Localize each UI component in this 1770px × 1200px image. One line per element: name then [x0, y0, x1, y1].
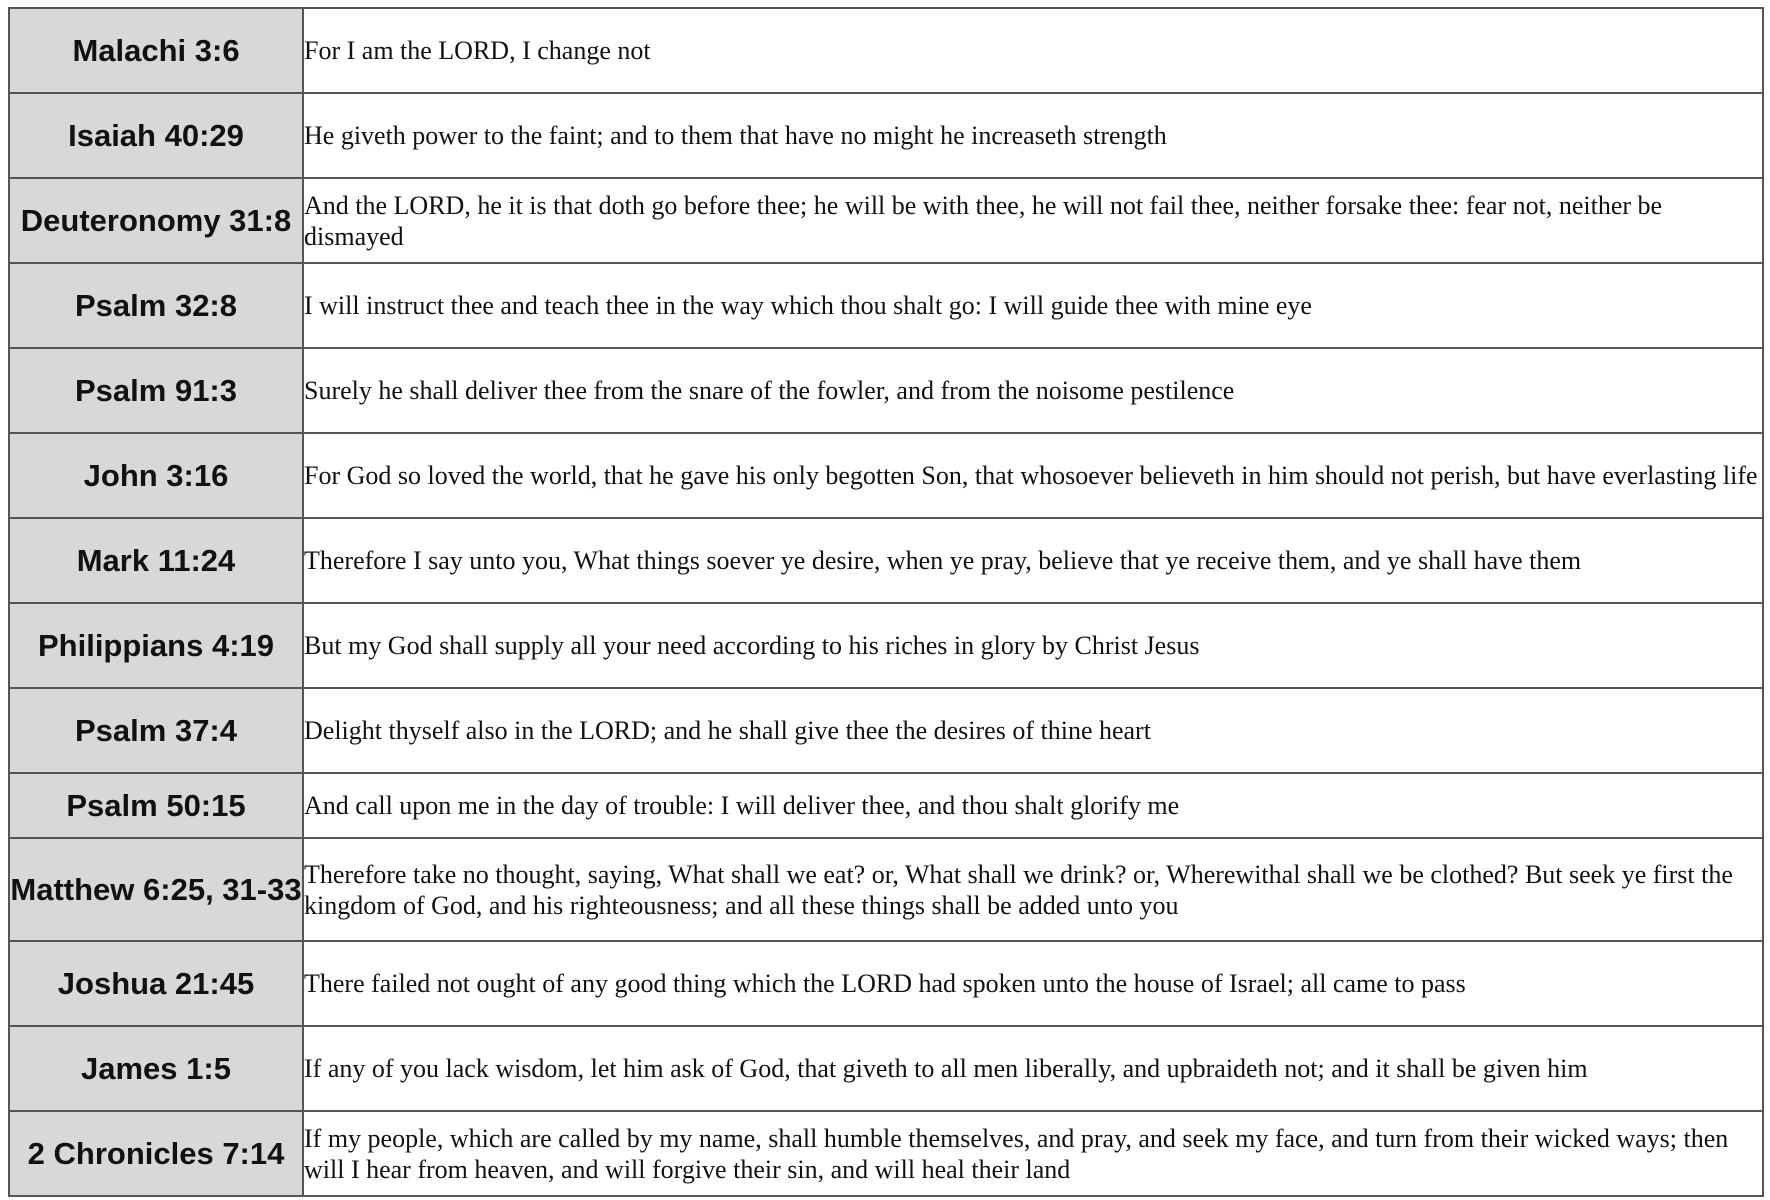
verse-text: If any of you lack wisdom, let him ask of God, that giveth to all men liberally, and upbraideth not; and it shall be given him	[303, 1026, 1763, 1111]
verse-text: I will instruct thee and teach thee in the way which thou shalt go: I will guide thee with mine eye	[303, 263, 1763, 348]
table-row	[9, 263, 1763, 348]
table-row	[9, 178, 1763, 263]
verse-reference: Psalm 32:8	[9, 263, 303, 348]
table-row	[9, 8, 1763, 93]
verse-reference: Mark 11:24	[9, 518, 303, 603]
verse-text: And call upon me in the day of trouble: I will deliver thee, and thou shalt glorify me	[303, 773, 1763, 838]
table-row	[9, 773, 1763, 838]
verse-reference: Matthew 6:25, 31-33	[9, 838, 303, 941]
table-row	[9, 1111, 1763, 1196]
verse-text: For I am the LORD, I change not	[303, 8, 1763, 93]
verse-reference: Philippians 4:19	[9, 603, 303, 688]
table-row	[9, 1026, 1763, 1111]
verse-reference: Malachi 3:6	[9, 8, 303, 93]
verse-reference: James 1:5	[9, 1026, 303, 1111]
verse-text: Delight thyself also in the LORD; and he shall give thee the desires of thine heart	[303, 688, 1763, 773]
table-row	[9, 838, 1763, 941]
verse-reference: John 3:16	[9, 433, 303, 518]
verse-text: For God so loved the world, that he gave his only begotten Son, that whosoever believeth in him should not perish, but have everlasting life	[303, 433, 1763, 518]
verse-text: Therefore I say unto you, What things soever ye desire, when ye pray, believe that ye receive them, and ye shall have them	[303, 518, 1763, 603]
verse-table	[8, 7, 1764, 1197]
verse-text: If my people, which are called by my name, shall humble themselves, and pray, and seek my face, and turn from their wicked ways; then will I hear from heaven, and will forgive their sin, and will heal their land	[303, 1111, 1763, 1196]
verse-reference: Isaiah 40:29	[9, 93, 303, 178]
verse-text: He giveth power to the faint; and to them that have no might he increaseth strength	[303, 93, 1763, 178]
table-row	[9, 941, 1763, 1026]
verse-text: Surely he shall deliver thee from the snare of the fowler, and from the noisome pestilence	[303, 348, 1763, 433]
table-row	[9, 603, 1763, 688]
verse-reference: Deuteronomy 31:8	[9, 178, 303, 263]
verse-reference: Psalm 37:4	[9, 688, 303, 773]
table-row	[9, 93, 1763, 178]
verse-reference: Psalm 50:15	[9, 773, 303, 838]
table-row	[9, 688, 1763, 773]
verse-text: But my God shall supply all your need according to his riches in glory by Christ Jesus	[303, 603, 1763, 688]
table-row	[9, 348, 1763, 433]
verse-reference: 2 Chronicles 7:14	[9, 1111, 303, 1196]
verse-text: There failed not ought of any good thing which the LORD had spoken unto the house of Israel; all came to pass	[303, 941, 1763, 1026]
verse-text: Therefore take no thought, saying, What shall we eat? or, What shall we drink? or, Wherewithal shall we be clothed? But seek ye first the kingdom of God, and his righteousness; and all these things shall be added unto you	[303, 838, 1763, 941]
table-row	[9, 518, 1763, 603]
table-row	[9, 433, 1763, 518]
verse-text: And the LORD, he it is that doth go before thee; he will be with thee, he will not fail thee, neither forsake thee: fear not, neither be dismayed	[303, 178, 1763, 263]
verse-reference: Joshua 21:45	[9, 941, 303, 1026]
verse-reference: Psalm 91:3	[9, 348, 303, 433]
